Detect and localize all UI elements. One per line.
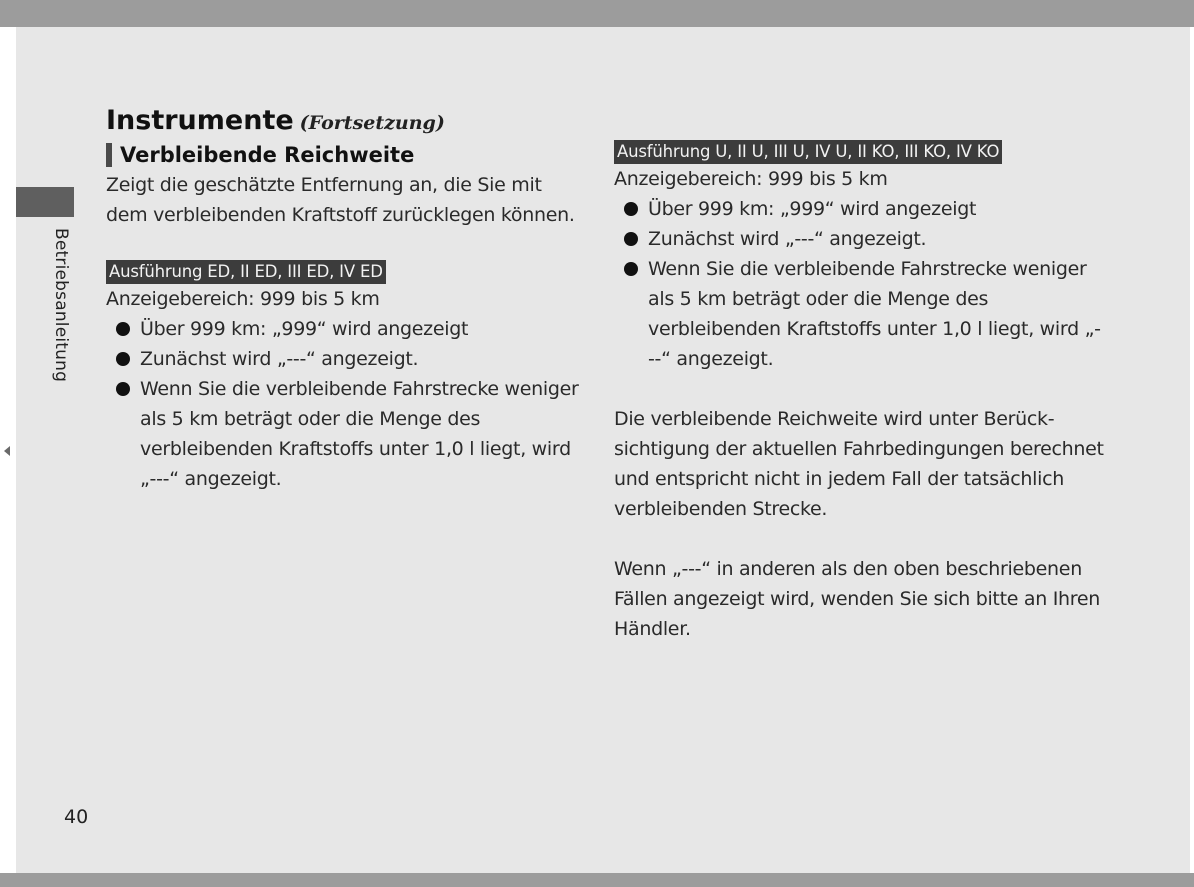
bullet-icon	[624, 232, 638, 246]
left-column	[106, 100, 586, 494]
previous-page-arrow-icon[interactable]	[4, 446, 10, 456]
note-paragraph-2: Wenn „---“ in anderen als den oben beschriebenen Fällen angezeigt wird, wenden Sie sich bitte an Ihren Händler.	[614, 558, 1100, 640]
section-marker	[106, 143, 112, 167]
bullet-icon	[116, 352, 130, 366]
right-margin	[1190, 27, 1194, 873]
bottom-bar	[0, 873, 1194, 887]
bullet-icon	[624, 262, 638, 276]
section-title: Verbleibende Reichweite	[120, 143, 415, 167]
list-item: Über 999 km: „999“ wird angezeigt	[106, 314, 586, 344]
list-item: Zunächst wird „---“ angezeigt.	[106, 344, 586, 374]
page-number: 40	[64, 806, 89, 828]
section-heading	[106, 140, 586, 170]
variant-label-ed: Ausführung ED, II ED, III ED, IV ED	[106, 260, 386, 284]
variant-range-u-ko: Anzeigebereich: 999 bis 5 km	[614, 168, 888, 190]
list-item: Über 999 km: „999“ wird angezeigt	[614, 194, 1104, 224]
section-intro: Zeigt die geschätzte Entfernung an, die Sie mit dem verbleibenden Kraftstoff zurücklegen können.	[106, 174, 575, 226]
variant-bullets-ed	[106, 314, 586, 494]
chapter-subtitle: (Fortsetzung)	[299, 112, 445, 134]
list-item: Wenn Sie die verbleibende Fahrstrecke weniger als 5 km beträgt oder die Menge des verbleibenden Kraftstoffs unter 1,0 l liegt, wird „---“ angezeigt.	[614, 254, 1104, 374]
variant-label-u-ko: Ausführung U, II U, III U, IV U, II KO, III KO, IV KO	[614, 140, 1002, 164]
top-bar	[0, 0, 1194, 27]
chapter-title: Instrumente	[106, 105, 294, 136]
bullet-icon	[624, 202, 638, 216]
note-paragraph-1: Die verbleibende Reichweite wird unter Berücksichtigung der aktuellen Fahrbedingungen berechnet und entspricht nicht in jedem Fall der tatsächlich verbleibenden Strecke.	[614, 408, 1104, 520]
side-chapter-label: Betriebsanleitung	[51, 228, 71, 383]
chapter-heading	[106, 100, 586, 136]
right-column	[614, 140, 1104, 644]
bullet-icon	[116, 322, 130, 336]
list-item: Wenn Sie die verbleibende Fahrstrecke weniger als 5 km beträgt oder die Menge des verbleibenden Kraftstoffs unter 1,0 l liegt, wird „---“ angezeigt.	[106, 374, 586, 494]
variant-range-ed: Anzeigebereich: 999 bis 5 km	[106, 288, 380, 310]
bullet-icon	[116, 382, 130, 396]
list-item: Zunächst wird „---“ angezeigt.	[614, 224, 1104, 254]
chapter-tab-marker	[16, 187, 74, 217]
variant-bullets-u-ko	[614, 194, 1104, 374]
